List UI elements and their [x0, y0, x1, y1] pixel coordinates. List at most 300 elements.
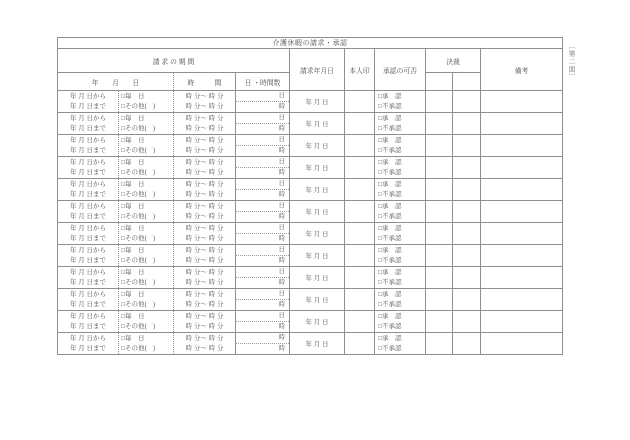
- daily-checkbox: [121, 268, 173, 278]
- reject-label: 不承認: [381, 124, 402, 132]
- request-date-cell: [290, 333, 345, 355]
- period-date-cell: [58, 223, 119, 245]
- checkbox-icon: □: [378, 322, 382, 330]
- reject-label: 不承認: [381, 190, 402, 198]
- decision-right-cell: [453, 157, 481, 179]
- date-from: 年 月 日から: [69, 268, 107, 276]
- checkbox-icon: □: [378, 224, 382, 232]
- unit-hours: 時: [278, 125, 285, 132]
- time-range-cell: [174, 113, 236, 135]
- time-range-from: 時 分～ 時 分: [185, 202, 224, 210]
- time-range-cell: [174, 311, 236, 333]
- approve-label: 承 認: [381, 180, 402, 188]
- checkbox-icon: □: [121, 102, 125, 110]
- decision-right-cell: [453, 135, 481, 157]
- personal-seal-cell: [345, 179, 375, 201]
- checkbox-icon: □: [121, 168, 125, 176]
- period-type-cell: [119, 179, 174, 201]
- other-label: その他( ): [124, 146, 156, 154]
- checkbox-icon: □: [121, 180, 125, 188]
- checkbox-icon: □: [378, 136, 382, 144]
- time-range-to: 時 分～ 時 分: [185, 322, 224, 330]
- days-hours-cell: [236, 157, 290, 179]
- time-range-to: 時 分～ 時 分: [185, 212, 224, 220]
- days-hours-cell: [236, 289, 290, 311]
- reject-checkbox: [378, 168, 425, 178]
- unit-days: 日: [236, 135, 289, 146]
- unit-hours: 時: [278, 169, 285, 176]
- checkbox-icon: □: [121, 202, 125, 210]
- reject-label: 不承認: [381, 168, 402, 176]
- decision-right-cell: [453, 267, 481, 289]
- daily-checkbox: [121, 180, 173, 190]
- period-type-cell: [119, 289, 174, 311]
- daily-checkbox: [121, 114, 173, 124]
- request-date-placeholder: 年 月 日: [305, 297, 329, 304]
- personal-seal-cell: [345, 245, 375, 267]
- time-range-to: 時 分～ 時 分: [185, 124, 224, 132]
- unit-hours: 時: [278, 279, 285, 286]
- remarks-cell: [481, 201, 563, 223]
- unit-days: 日: [236, 157, 289, 168]
- table-row: [58, 91, 563, 113]
- approval-cell: [375, 201, 426, 223]
- approve-checkbox: [378, 246, 425, 256]
- time-range-to: 時 分～ 時 分: [185, 234, 224, 242]
- table-row: [58, 223, 563, 245]
- request-date-cell: [290, 91, 345, 113]
- date-from: 年 月 日から: [69, 246, 107, 254]
- period-type-cell: [119, 267, 174, 289]
- reject-checkbox: [378, 300, 425, 310]
- checkbox-icon: □: [378, 334, 382, 342]
- daily-label: 毎 日: [124, 268, 145, 276]
- other-checkbox: [121, 322, 173, 332]
- decision-left-cell: [426, 135, 453, 157]
- date-from: 年 月 日から: [69, 224, 107, 232]
- period-type-cell: [119, 113, 174, 135]
- other-checkbox: [121, 300, 173, 310]
- time-range-cell: [174, 201, 236, 223]
- approve-label: 承 認: [381, 246, 402, 254]
- checkbox-icon: □: [121, 234, 125, 242]
- date-from: 年 月 日から: [69, 334, 107, 342]
- personal-seal-cell: [345, 223, 375, 245]
- period-type-cell: [119, 157, 174, 179]
- approve-label: 承 認: [381, 312, 402, 320]
- reject-checkbox: [378, 190, 425, 200]
- table-row: [58, 135, 563, 157]
- time-range-cell: [174, 289, 236, 311]
- other-label: その他( ): [124, 278, 156, 286]
- decision-left-cell: [426, 179, 453, 201]
- remarks-cell: [481, 157, 563, 179]
- approve-label: 承 認: [381, 224, 402, 232]
- approve-checkbox: [378, 290, 425, 300]
- request-date-placeholder: 年 月 日: [305, 121, 329, 128]
- approve-label: 承 認: [381, 290, 402, 298]
- days-hours-cell: [236, 333, 290, 355]
- time-range-from: 時 分～ 時 分: [185, 158, 224, 166]
- time-range-cell: [174, 267, 236, 289]
- other-label: その他( ): [124, 344, 156, 352]
- header-decision: 決裁: [426, 49, 481, 73]
- table-row: [58, 157, 563, 179]
- unit-days: 日: [236, 289, 289, 300]
- personal-seal-cell: [345, 91, 375, 113]
- period-type-cell: [119, 245, 174, 267]
- checkbox-icon: □: [121, 290, 125, 298]
- approve-checkbox: [378, 334, 425, 344]
- approve-label: 承 認: [381, 92, 402, 100]
- reject-label: 不承認: [381, 212, 402, 220]
- request-table-body: [58, 91, 563, 355]
- reject-label: 不承認: [381, 278, 402, 286]
- header-approval: 承認の可否: [375, 49, 426, 91]
- decision-right-cell: [453, 223, 481, 245]
- checkbox-icon: □: [121, 158, 125, 166]
- form-title: 介護休暇の請求・承認: [58, 38, 563, 49]
- period-date-cell: [58, 201, 119, 223]
- checkbox-icon: □: [121, 190, 125, 198]
- days-hours-cell: [236, 311, 290, 333]
- header-request-period: 請 求 の 期 間: [58, 49, 290, 73]
- approval-cell: [375, 311, 426, 333]
- checkbox-icon: □: [121, 322, 125, 330]
- approve-checkbox: [378, 92, 425, 102]
- time-range-from: 時 分～ 時 分: [185, 180, 224, 188]
- reject-label: 不承認: [381, 146, 402, 154]
- approval-cell: [375, 135, 426, 157]
- unit-hours: 時: [278, 301, 285, 308]
- unit-days: 日: [236, 179, 289, 190]
- decision-right-cell: [453, 333, 481, 355]
- decision-right-cell: [453, 179, 481, 201]
- unit-hours: 時: [278, 323, 285, 330]
- request-date-cell: [290, 267, 345, 289]
- approve-label: 承 認: [381, 114, 402, 122]
- request-date-placeholder: 年 月 日: [305, 275, 329, 282]
- checkbox-icon: □: [378, 168, 382, 176]
- approve-checkbox: [378, 158, 425, 168]
- remarks-cell: [481, 289, 563, 311]
- personal-seal-cell: [345, 201, 375, 223]
- unit-days: 日: [236, 91, 289, 102]
- page-side-label: 〔第二面〕: [567, 42, 574, 81]
- reject-checkbox: [378, 278, 425, 288]
- decision-left-cell: [426, 289, 453, 311]
- time-range-to: 時 分～ 時 分: [185, 256, 224, 264]
- date-to: 年 月 日まで: [69, 190, 107, 198]
- daily-checkbox: [121, 92, 173, 102]
- approve-label: 承 認: [381, 136, 402, 144]
- other-label: その他( ): [124, 190, 156, 198]
- approval-cell: [375, 113, 426, 135]
- checkbox-icon: □: [378, 234, 382, 242]
- reject-checkbox: [378, 146, 425, 156]
- days-hours-cell: [236, 179, 290, 201]
- request-date-cell: [290, 201, 345, 223]
- header-request-date: 請求年月日: [290, 49, 345, 91]
- time-range-to: 時 分～ 時 分: [185, 168, 224, 176]
- date-to: 年 月 日まで: [69, 234, 107, 242]
- reject-label: 不承認: [381, 256, 402, 264]
- header-days-hours: 日 ・時間数: [236, 73, 290, 91]
- unit-days: 日: [236, 201, 289, 212]
- time-range-from: 時 分～ 時 分: [185, 334, 224, 342]
- header-time: 時 間: [174, 73, 236, 91]
- unit-hours: 時: [278, 147, 285, 154]
- date-from: 年 月 日から: [69, 158, 107, 166]
- unit-days: 日: [236, 245, 289, 256]
- other-label: その他( ): [124, 124, 156, 132]
- daily-checkbox: [121, 246, 173, 256]
- unit-hours: 時: [278, 235, 285, 242]
- period-type-cell: [119, 91, 174, 113]
- remarks-cell: [481, 311, 563, 333]
- date-from: 年 月 日から: [69, 312, 107, 320]
- unit-days: 日: [236, 223, 289, 234]
- period-date-cell: [58, 289, 119, 311]
- decision-right-cell: [453, 289, 481, 311]
- period-type-cell: [119, 311, 174, 333]
- daily-label: 毎 日: [124, 180, 145, 188]
- period-date-cell: [58, 91, 119, 113]
- remarks-cell: [481, 91, 563, 113]
- request-date-placeholder: 年 月 日: [305, 99, 329, 106]
- date-to: 年 月 日まで: [69, 146, 107, 154]
- reject-checkbox: [378, 322, 425, 332]
- reject-label: 不承認: [381, 344, 402, 352]
- personal-seal-cell: [345, 157, 375, 179]
- period-date-cell: [58, 311, 119, 333]
- remarks-cell: [481, 333, 563, 355]
- decision-left-cell: [426, 311, 453, 333]
- date-to: 年 月 日まで: [69, 124, 107, 132]
- approval-cell: [375, 223, 426, 245]
- approval-cell: [375, 91, 426, 113]
- checkbox-icon: □: [378, 268, 382, 276]
- request-date-placeholder: 年 月 日: [305, 231, 329, 238]
- decision-right-cell: [453, 91, 481, 113]
- checkbox-icon: □: [378, 246, 382, 254]
- other-checkbox: [121, 168, 173, 178]
- daily-checkbox: [121, 158, 173, 168]
- days-hours-cell: [236, 245, 290, 267]
- request-date-placeholder: 年 月 日: [305, 143, 329, 150]
- period-date-cell: [58, 245, 119, 267]
- reject-label: 不承認: [381, 102, 402, 110]
- approval-cell: [375, 157, 426, 179]
- date-from: 年 月 日から: [69, 136, 107, 144]
- approval-cell: [375, 245, 426, 267]
- period-type-cell: [119, 223, 174, 245]
- daily-label: 毎 日: [124, 136, 145, 144]
- reject-label: 不承認: [381, 234, 402, 242]
- daily-label: 毎 日: [124, 158, 145, 166]
- reject-checkbox: [378, 256, 425, 266]
- time-range-from: 時 分～ 時 分: [185, 92, 224, 100]
- approve-label: 承 認: [381, 202, 402, 210]
- date-to: 年 月 日まで: [69, 212, 107, 220]
- checkbox-icon: □: [378, 190, 382, 198]
- period-date-cell: [58, 157, 119, 179]
- checkbox-icon: □: [378, 300, 382, 308]
- days-hours-cell: [236, 113, 290, 135]
- personal-seal-cell: [345, 311, 375, 333]
- request-date-placeholder: 年 月 日: [305, 165, 329, 172]
- reject-checkbox: [378, 212, 425, 222]
- time-range-from: 時 分～ 時 分: [185, 268, 224, 276]
- reject-label: 不承認: [381, 322, 402, 330]
- decision-left-cell: [426, 245, 453, 267]
- decision-left-cell: [426, 113, 453, 135]
- checkbox-icon: □: [378, 312, 382, 320]
- checkbox-icon: □: [121, 114, 125, 122]
- other-checkbox: [121, 256, 173, 266]
- reject-checkbox: [378, 344, 425, 354]
- decision-left-cell: [426, 267, 453, 289]
- request-date-cell: [290, 135, 345, 157]
- table-title-row: [58, 38, 563, 49]
- checkbox-icon: □: [121, 92, 125, 100]
- remarks-cell: [481, 223, 563, 245]
- checkbox-icon: □: [121, 278, 125, 286]
- remarks-cell: [481, 245, 563, 267]
- checkbox-icon: □: [121, 312, 125, 320]
- unit-hours: 時: [278, 103, 285, 110]
- reject-checkbox: [378, 124, 425, 134]
- time-range-from: 時 分～ 時 分: [185, 114, 224, 122]
- reject-checkbox: [378, 102, 425, 112]
- unit-hours: 時: [278, 213, 285, 220]
- checkbox-icon: □: [121, 124, 125, 132]
- daily-checkbox: [121, 290, 173, 300]
- time-range-from: 時 分～ 時 分: [185, 136, 224, 144]
- header-date: 年 月 日: [58, 73, 174, 91]
- approval-cell: [375, 333, 426, 355]
- approve-checkbox: [378, 136, 425, 146]
- time-range-to: 時 分～ 時 分: [185, 300, 224, 308]
- period-type-cell: [119, 201, 174, 223]
- request-date-cell: [290, 113, 345, 135]
- daily-label: 毎 日: [124, 312, 145, 320]
- table-row: [58, 201, 563, 223]
- checkbox-icon: □: [378, 158, 382, 166]
- checkbox-icon: □: [121, 334, 125, 342]
- checkbox-icon: □: [121, 136, 125, 144]
- request-date-placeholder: 年 月 日: [305, 253, 329, 260]
- decision-right-cell: [453, 113, 481, 135]
- date-to: 年 月 日まで: [69, 322, 107, 330]
- time-range-cell: [174, 91, 236, 113]
- period-type-cell: [119, 135, 174, 157]
- request-date-placeholder: 年 月 日: [305, 319, 329, 326]
- checkbox-icon: □: [378, 256, 382, 264]
- checkbox-icon: □: [378, 102, 382, 110]
- time-range-cell: [174, 179, 236, 201]
- request-date-placeholder: 年 月 日: [305, 341, 329, 348]
- decision-right-cell: [453, 245, 481, 267]
- checkbox-icon: □: [121, 224, 125, 232]
- time-range-from: 時 分～ 時 分: [185, 290, 224, 298]
- days-hours-cell: [236, 201, 290, 223]
- date-to: 年 月 日まで: [69, 168, 107, 176]
- approve-checkbox: [378, 268, 425, 278]
- checkbox-icon: □: [378, 146, 382, 154]
- time-range-to: 時 分～ 時 分: [185, 102, 224, 110]
- daily-label: 毎 日: [124, 92, 145, 100]
- other-label: その他( ): [124, 256, 156, 264]
- remarks-cell: [481, 113, 563, 135]
- decision-subcolumn-right: [453, 73, 481, 91]
- checkbox-icon: □: [121, 212, 125, 220]
- period-date-cell: [58, 179, 119, 201]
- decision-left-cell: [426, 333, 453, 355]
- request-date-cell: [290, 289, 345, 311]
- checkbox-icon: □: [378, 114, 382, 122]
- approve-checkbox: [378, 114, 425, 124]
- time-range-cell: [174, 135, 236, 157]
- checkbox-icon: □: [121, 146, 125, 154]
- personal-seal-cell: [345, 289, 375, 311]
- daily-checkbox: [121, 334, 173, 344]
- approve-checkbox: [378, 180, 425, 190]
- approval-cell: [375, 179, 426, 201]
- reject-checkbox: [378, 234, 425, 244]
- date-to: 年 月 日まで: [69, 278, 107, 286]
- unit-hours: 時: [278, 191, 285, 198]
- header-remarks: 備考: [481, 49, 563, 91]
- checkbox-icon: □: [378, 278, 382, 286]
- other-label: その他( ): [124, 300, 156, 308]
- personal-seal-cell: [345, 267, 375, 289]
- daily-label: 毎 日: [124, 202, 145, 210]
- time-range-cell: [174, 157, 236, 179]
- remarks-cell: [481, 179, 563, 201]
- daily-checkbox: [121, 224, 173, 234]
- daily-label: 毎 日: [124, 334, 145, 342]
- days-hours-cell: [236, 267, 290, 289]
- period-date-cell: [58, 333, 119, 355]
- time-range-to: 時 分～ 時 分: [185, 190, 224, 198]
- daily-checkbox: [121, 202, 173, 212]
- date-from: 年 月 日から: [69, 290, 107, 298]
- table-row: [58, 267, 563, 289]
- table-row: [58, 289, 563, 311]
- checkbox-icon: □: [121, 344, 125, 352]
- request-date-cell: [290, 179, 345, 201]
- daily-checkbox: [121, 136, 173, 146]
- personal-seal-cell: [345, 113, 375, 135]
- time-range-from: 時 分～ 時 分: [185, 224, 224, 232]
- checkbox-icon: □: [378, 202, 382, 210]
- personal-seal-cell: [345, 333, 375, 355]
- other-checkbox: [121, 278, 173, 288]
- time-range-cell: [174, 223, 236, 245]
- other-checkbox: [121, 102, 173, 112]
- checkbox-icon: □: [121, 268, 125, 276]
- remarks-cell: [481, 267, 563, 289]
- approve-label: 承 認: [381, 268, 402, 276]
- decision-left-cell: [426, 201, 453, 223]
- date-to: 年 月 日まで: [69, 344, 107, 352]
- other-checkbox: [121, 234, 173, 244]
- approval-cell: [375, 267, 426, 289]
- date-to: 年 月 日まで: [69, 102, 107, 110]
- period-date-cell: [58, 135, 119, 157]
- approve-label: 承 認: [381, 158, 402, 166]
